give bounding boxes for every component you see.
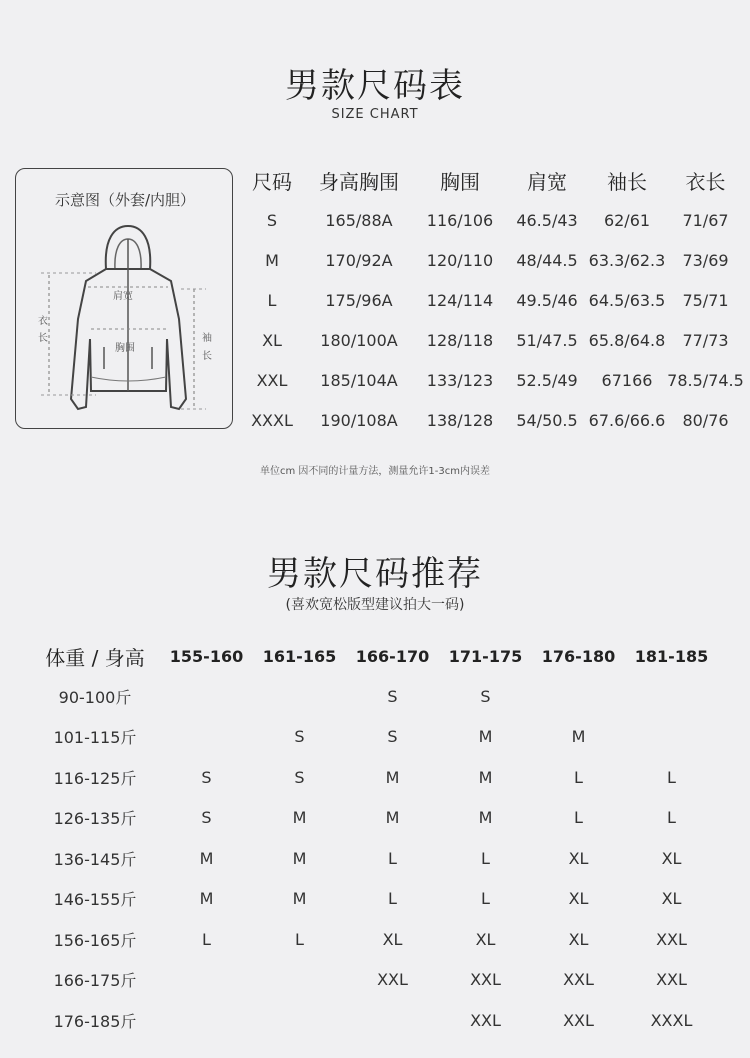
recommend-header: [30, 636, 720, 676]
size-table-row: [240, 200, 745, 240]
size-cell: 138/128: [426, 410, 494, 430]
size-cell: 78.5/74.5: [667, 370, 744, 390]
recommend-row: [30, 838, 720, 878]
size-header-cell: 肩宽: [527, 169, 567, 194]
size-cell: XXXL: [251, 410, 293, 430]
recommend-size-cell: M: [199, 889, 214, 908]
size-header-cell: 袖长: [607, 169, 647, 194]
height-header-cell: 171-175: [448, 646, 523, 666]
size-cell: 75/71: [682, 290, 729, 310]
size-cell: 54/50.5: [516, 410, 578, 430]
label-shoulder: 肩宽: [113, 291, 133, 302]
size-cell: 124/114: [426, 290, 494, 310]
recommend-size-cell: XXL: [470, 1010, 501, 1030]
size-cell: 133/123: [426, 370, 494, 390]
size-table-row: [240, 280, 745, 320]
recommend-size-cell: S: [387, 727, 398, 746]
size-cell: 52.5/49: [516, 370, 578, 390]
size-cell: 49.5/46: [516, 290, 578, 310]
recommend-size-cell: XXL: [470, 970, 501, 989]
recommend-size-cell: L: [574, 808, 583, 827]
jacket-diagram: [15, 168, 233, 429]
size-cell: 116/106: [426, 210, 494, 230]
height-header-cell: 161-165: [262, 646, 337, 666]
height-header-cell: 155-160: [169, 646, 244, 666]
weight-label: 146-155斤: [53, 890, 137, 909]
size-header-cell: 身高胸围: [319, 169, 399, 194]
size-cell: 48/44.5: [516, 250, 578, 270]
recommend-size-cell: S: [480, 686, 491, 706]
size-chart-subtitle: SIZE CHART: [331, 107, 419, 122]
recommend-size-cell: XXL: [563, 970, 594, 989]
size-cell: 67166: [601, 370, 653, 390]
size-cell: 180/100A: [320, 330, 398, 350]
recommend-row: [30, 798, 720, 838]
size-cell: 63.3/62.3: [588, 250, 666, 270]
height-header-cell: 181-185: [634, 646, 709, 666]
size-cell: 170/92A: [325, 250, 393, 270]
weight-label: 166-175斤: [53, 971, 137, 990]
recommend-size-cell: XXL: [656, 970, 687, 989]
weight-label: 101-115斤: [53, 728, 137, 747]
size-header-cell: 胸围: [440, 169, 480, 194]
size-table-row: [240, 400, 745, 440]
recommend-size-cell: M: [385, 808, 400, 827]
recommend-size-cell: XXXL: [650, 1010, 693, 1030]
recommend-row: [30, 717, 720, 757]
size-cell: 46.5/43: [516, 210, 578, 230]
size-cell: 185/104A: [320, 370, 398, 390]
size-table-row: [240, 360, 745, 400]
recommend-row: [30, 1000, 720, 1040]
recommend-row: [30, 960, 720, 1000]
recommend-size-cell: M: [292, 808, 307, 827]
recommend-size-cell: L: [667, 808, 676, 827]
recommend-size-cell: L: [295, 929, 304, 949]
size-cell: 62/61: [603, 210, 651, 230]
size-cell: 77/73: [682, 330, 729, 350]
recommend-size-cell: M: [478, 767, 493, 787]
recommend-row: [30, 757, 720, 797]
recommend-size-cell: XL: [568, 929, 589, 949]
size-header-cell: 衣长: [685, 169, 726, 194]
size-cell: 51/47.5: [516, 330, 578, 350]
recommend-size-cell: M: [385, 767, 400, 787]
weight-label: 116-125斤: [53, 768, 137, 788]
size-cell: 73/69: [682, 250, 729, 270]
jacket-illustration: [16, 169, 234, 430]
recommend-size-cell: L: [388, 889, 397, 908]
recommend-size-cell: L: [667, 767, 676, 787]
diagram-title: 示意图（外套/内胆）: [54, 191, 196, 209]
recommend-size-cell: XXL: [563, 1010, 594, 1030]
size-cell: S: [266, 210, 278, 230]
recommend-size-cell: XXL: [656, 929, 687, 949]
height-header-cell: 166-170: [355, 646, 430, 666]
height-header-cell: 176-180: [541, 646, 616, 666]
recommend-subtitle: (喜欢宽松版型建议拍大一码): [285, 597, 465, 613]
recommend-size-cell: XL: [661, 889, 682, 908]
recommend-row: [30, 879, 720, 919]
size-cell: 190/108A: [320, 410, 398, 430]
size-header-cell: 尺码: [252, 169, 292, 194]
size-cell: 67.6/66.6: [588, 410, 666, 430]
size-cell: 165/88A: [325, 210, 393, 230]
label-length-2: 长: [38, 333, 48, 344]
recommend-size-cell: XL: [568, 848, 589, 868]
size-cell: XL: [262, 330, 282, 350]
size-table-row: [240, 320, 745, 360]
recommend-size-cell: L: [481, 889, 490, 908]
recommend-title: 男款尺码推荐: [267, 554, 483, 594]
recommend-size-cell: L: [574, 767, 583, 787]
recommend-size-cell: S: [294, 727, 305, 746]
size-table-header: [240, 160, 745, 200]
size-cell: 65.8/64.8: [588, 330, 666, 350]
recommend-size-cell: M: [292, 889, 307, 908]
size-cell: 80/76: [682, 410, 729, 430]
recommend-size-cell: XXL: [377, 970, 408, 989]
recommend-row: [30, 676, 720, 716]
size-cell: 120/110: [426, 250, 494, 270]
recommend-size-cell: XL: [568, 889, 589, 908]
recommend-size-cell: L: [388, 848, 397, 868]
recommend-size-cell: M: [478, 808, 493, 827]
recommend-size-cell: L: [481, 848, 490, 868]
recommend-size-cell: M: [199, 848, 214, 868]
size-cell: L: [267, 290, 277, 310]
recommend-row: [30, 919, 720, 959]
size-cell: M: [265, 250, 279, 270]
weight-label: 176-185斤: [53, 1011, 137, 1031]
size-chart-title: 男款尺码表: [285, 66, 465, 106]
recommend-size-cell: M: [478, 727, 493, 746]
label-sleeve-2: 长: [202, 351, 212, 362]
recommend-size-cell: S: [294, 767, 305, 787]
weight-label: 90-100斤: [58, 687, 132, 707]
size-cell: 64.5/63.5: [588, 290, 666, 310]
recommend-size-cell: S: [201, 767, 212, 787]
recommend-size-cell: XL: [661, 848, 682, 868]
recommend-size-cell: S: [387, 686, 398, 706]
weight-label: 126-135斤: [53, 809, 137, 828]
measurement-note: 单位cm 因不同的计量方法，测量允许1-3cm内误差: [260, 466, 490, 477]
recommend-size-cell: XL: [475, 929, 496, 949]
corner-label: 体重 / 身高: [45, 645, 145, 670]
recommend-size-cell: L: [202, 929, 211, 949]
size-cell: 128/118: [426, 330, 494, 350]
size-cell: XXL: [256, 370, 288, 390]
weight-label: 156-165斤: [53, 930, 137, 950]
recommend-size-cell: XL: [382, 929, 403, 949]
recommend-size-cell: M: [571, 727, 586, 746]
recommend-size-cell: S: [201, 808, 212, 827]
label-sleeve-1: 袖: [202, 333, 212, 344]
weight-label: 136-145斤: [53, 849, 137, 869]
size-table-row: [240, 240, 745, 280]
label-chest: 胸围: [115, 343, 135, 354]
size-cell: 71/67: [682, 210, 729, 230]
recommend-size-cell: M: [292, 848, 307, 868]
label-length-1: 衣: [38, 316, 48, 327]
size-cell: 175/96A: [325, 290, 393, 310]
